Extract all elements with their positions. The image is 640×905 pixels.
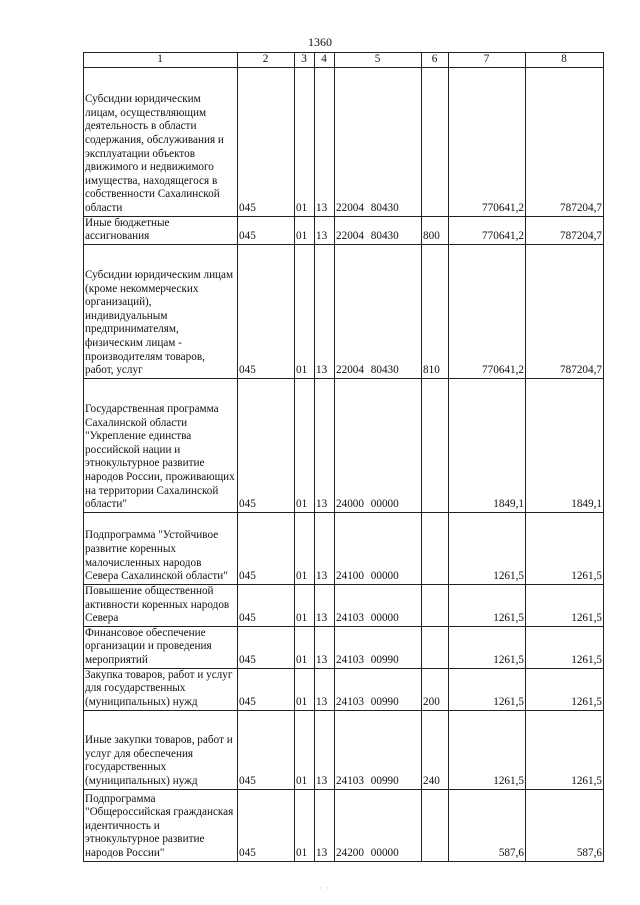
row-name-cell: Иные закупки товаров, работ и услуг для обеспечения государственных (муниципальных) нужд — [84, 710, 238, 789]
budget-table — [83, 52, 604, 862]
row-amount-year2-cell: 787204,7 — [526, 216, 604, 244]
row-subsection-cell: 13 — [315, 512, 335, 584]
row-ministry-code-cell: 045 — [238, 584, 295, 626]
row-expense-type-cell — [422, 378, 449, 512]
row-amount-year1-cell: 770641,2 — [449, 67, 526, 216]
row-subsection-cell: 13 — [315, 668, 335, 710]
row-section-cell: 01 — [295, 710, 315, 789]
column-header-3: 3 — [295, 53, 315, 68]
row-expense-type-cell: 200 — [422, 668, 449, 710]
row-amount-year2-cell: 1261,5 — [526, 512, 604, 584]
column-header-7: 7 — [449, 53, 526, 68]
row-amount-year1-cell: 1261,5 — [449, 668, 526, 710]
row-amount-year1-cell: 1261,5 — [449, 626, 526, 668]
row-target-article-cell: 24200 00000 — [335, 789, 422, 861]
row-expense-type-cell — [422, 789, 449, 861]
table-row — [84, 67, 604, 216]
row-ministry-code-cell: 045 — [238, 67, 295, 216]
row-amount-year1-cell: 770641,2 — [449, 216, 526, 244]
row-subsection-cell: 13 — [315, 710, 335, 789]
row-ministry-code-cell: 045 — [238, 512, 295, 584]
row-name-cell: Иные бюджетные ассигнования — [84, 216, 238, 244]
row-section-cell: 01 — [295, 244, 315, 378]
row-section-cell: 01 — [295, 67, 315, 216]
row-expense-type-cell: 240 — [422, 710, 449, 789]
row-name-cell: Субсидии юридическим лицам, осуществляющим деятельность в области содержания, обслуживания и эксплуатации объектов движимого и недвижимого имущества, находящегося в собственности Сахалинской области — [84, 67, 238, 216]
row-section-cell: 01 — [295, 789, 315, 861]
row-target-article-cell: 22004 80430 — [335, 67, 422, 216]
column-header-5: 5 — [335, 53, 422, 68]
row-section-cell: 01 — [295, 378, 315, 512]
row-amount-year2-cell: 1261,5 — [526, 668, 604, 710]
row-section-cell: 01 — [295, 512, 315, 584]
row-amount-year2-cell: 1261,5 — [526, 626, 604, 668]
row-subsection-cell: 13 — [315, 789, 335, 861]
column-header-4: 4 — [315, 53, 335, 68]
column-header-8: 8 — [526, 53, 604, 68]
row-name-cell: Государственная программа Сахалинской области "Укрепление единства российской нации и этнокультурное развитие народов России, проживающих на территории Сахалинской области" — [84, 378, 238, 512]
scan-noise: · · · · · · · · · · · · · · · · — [290, 883, 403, 893]
row-subsection-cell: 13 — [315, 67, 335, 216]
row-subsection-cell: 13 — [315, 216, 335, 244]
row-subsection-cell: 13 — [315, 626, 335, 668]
row-amount-year2-cell: 1849,1 — [526, 378, 604, 512]
row-target-article-cell: 22004 80430 — [335, 216, 422, 244]
row-subsection-cell: 13 — [315, 584, 335, 626]
row-expense-type-cell: 810 — [422, 244, 449, 378]
row-amount-year1-cell: 1261,5 — [449, 710, 526, 789]
column-header-6: 6 — [422, 53, 449, 68]
row-target-article-cell: 24103 00990 — [335, 710, 422, 789]
column-header-1: 1 — [84, 53, 238, 68]
row-section-cell: 01 — [295, 668, 315, 710]
row-ministry-code-cell: 045 — [238, 626, 295, 668]
table-row — [84, 710, 604, 789]
row-target-article-cell: 24103 00000 — [335, 584, 422, 626]
row-amount-year2-cell: 787204,7 — [526, 67, 604, 216]
row-target-article-cell: 22004 80430 — [335, 244, 422, 378]
row-name-cell: Финансовое обеспечение организации и проведения мероприятий — [84, 626, 238, 668]
table-row — [84, 216, 604, 244]
row-amount-year1-cell: 1261,5 — [449, 584, 526, 626]
row-amount-year1-cell: 1849,1 — [449, 378, 526, 512]
row-name-cell: Подпрограмма "Устойчивое развитие коренных малочисленных народов Севера Сахалинской области" — [84, 512, 238, 584]
row-amount-year1-cell: 587,6 — [449, 789, 526, 861]
row-name-cell: Субсидии юридическим лицам (кроме некоммерческих организаций), индивидуальным предпринимателям, физическим лицам - производителям товаров, работ, услуг — [84, 244, 238, 378]
column-header-2: 2 — [238, 53, 295, 68]
table-row — [84, 668, 604, 710]
row-target-article-cell: 24103 00990 — [335, 668, 422, 710]
row-expense-type-cell — [422, 512, 449, 584]
row-expense-type-cell — [422, 626, 449, 668]
row-ministry-code-cell: 045 — [238, 378, 295, 512]
table-row — [84, 626, 604, 668]
page-number: 1360 — [308, 35, 332, 49]
row-target-article-cell: 24103 00990 — [335, 626, 422, 668]
row-expense-type-cell: 800 — [422, 216, 449, 244]
table-row — [84, 378, 604, 512]
row-ministry-code-cell: 045 — [238, 668, 295, 710]
table-row — [84, 584, 604, 626]
row-amount-year2-cell: 787204,7 — [526, 244, 604, 378]
row-section-cell: 01 — [295, 216, 315, 244]
table-row — [84, 244, 604, 378]
row-amount-year1-cell: 770641,2 — [449, 244, 526, 378]
row-section-cell: 01 — [295, 626, 315, 668]
row-target-article-cell: 24100 00000 — [335, 512, 422, 584]
table-row — [84, 512, 604, 584]
row-subsection-cell: 13 — [315, 378, 335, 512]
row-ministry-code-cell: 045 — [238, 244, 295, 378]
row-amount-year2-cell: 1261,5 — [526, 710, 604, 789]
table-row — [84, 789, 604, 861]
row-ministry-code-cell: 045 — [238, 216, 295, 244]
row-amount-year2-cell: 1261,5 — [526, 584, 604, 626]
row-subsection-cell: 13 — [315, 244, 335, 378]
row-amount-year2-cell: 587,6 — [526, 789, 604, 861]
table-header-row — [84, 53, 604, 68]
row-ministry-code-cell: 045 — [238, 710, 295, 789]
row-section-cell: 01 — [295, 584, 315, 626]
row-name-cell: Подпрограмма "Общероссийская гражданская идентичность и этнокультурное развитие народов России" — [84, 789, 238, 861]
row-expense-type-cell — [422, 584, 449, 626]
row-name-cell: Закупка товаров, работ и услуг для государственных (муниципальных) нужд — [84, 668, 238, 710]
row-name-cell: Повышение общественной активности коренных народов Севера — [84, 584, 238, 626]
row-ministry-code-cell: 045 — [238, 789, 295, 861]
row-amount-year1-cell: 1261,5 — [449, 512, 526, 584]
row-target-article-cell: 24000 00000 — [335, 378, 422, 512]
row-expense-type-cell — [422, 67, 449, 216]
